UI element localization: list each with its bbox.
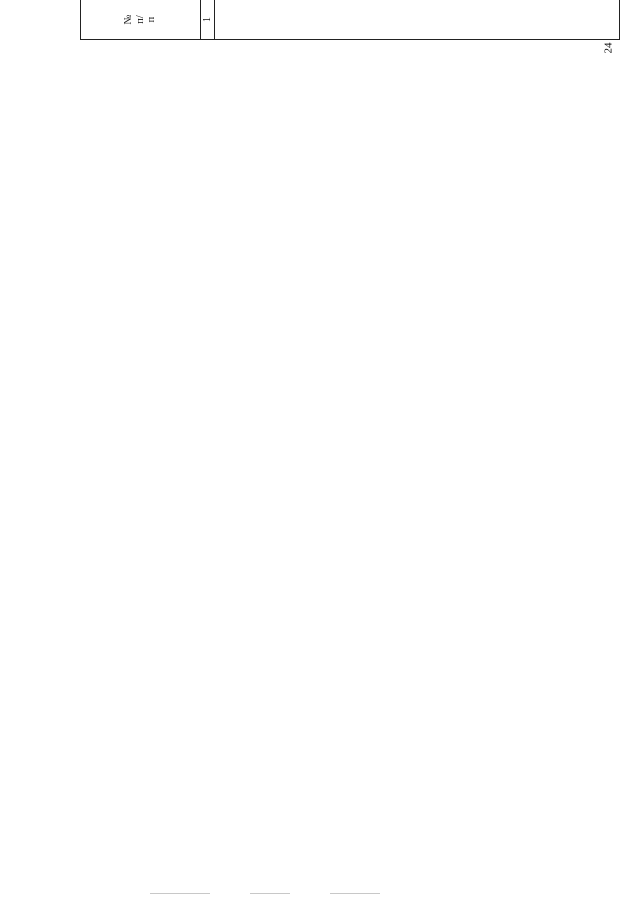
header-number: № п/ п	[81, 0, 201, 40]
cell-number	[215, 0, 620, 40]
header-row-1	[81, 0, 142, 40]
scan-artifact-line	[250, 893, 290, 894]
events-table	[80, 0, 620, 40]
scan-artifact-line	[150, 893, 210, 894]
table-row	[215, 0, 620, 40]
scan-artifact-line	[330, 893, 380, 894]
column-number: 1	[201, 0, 215, 40]
page-number: 24	[602, 42, 614, 54]
column-numbers-row	[201, 0, 215, 40]
